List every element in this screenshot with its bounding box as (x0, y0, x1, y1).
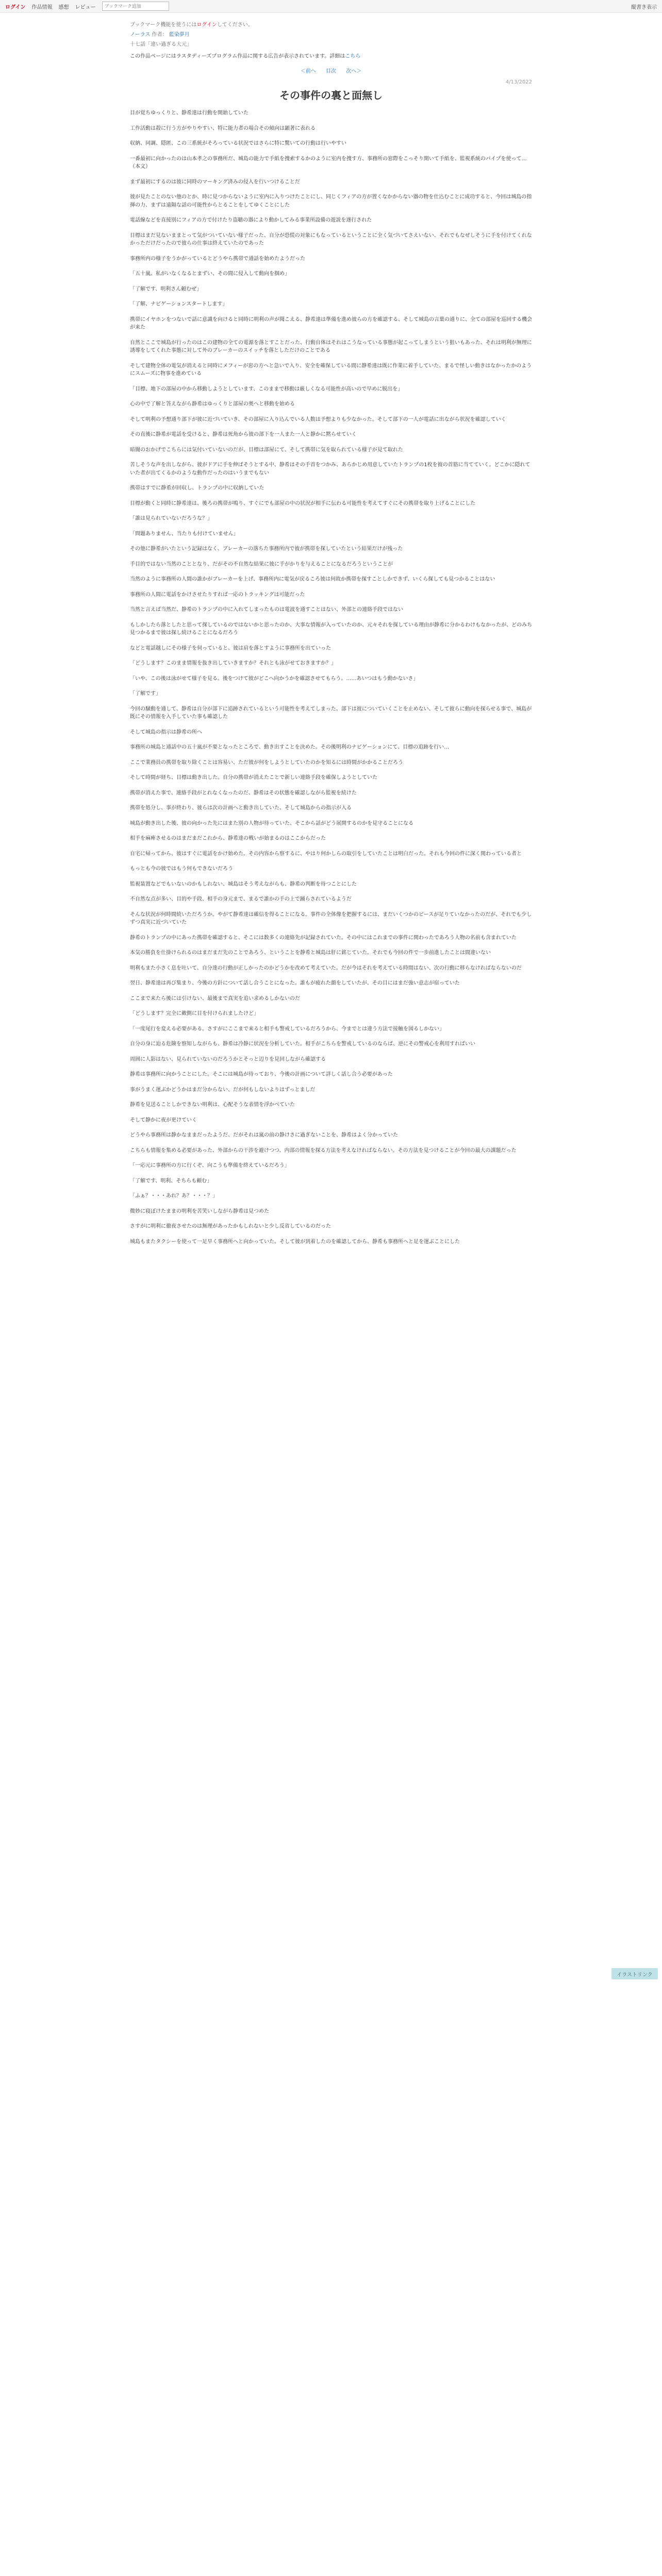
body-paragraph: 携帯を処分し、事が終わり、彼らは次の計画へと動き出していた、そして城島からの指示が入る (130, 805, 352, 811)
body-paragraph: 翌日、静希達は再び集まり、今後の方針について話し合うことになった。誰もが疲れた顔をしていたが、その目にはまだ強い意志が宿っていた (130, 980, 460, 986)
body-paragraph: 静希のトランプの中にあった携帯を確認すると、そこには数多くの連絡先が記録されていた。その中にはこれまでの事件に関わったであろう人物の名前も含まれていた (130, 935, 517, 941)
body-paragraph: 相手を麻痺させるのはまだまだこれから、静希達の戦いが始まるのはここからだった (130, 836, 326, 841)
chapter-body (130, 109, 532, 1246)
body-paragraph: 暗闇のおかげでこちらには気付いていないのだが、目標は部屋にて、そして携帯に気を取られている様子が見て取れた (130, 447, 403, 453)
body-paragraph: ここで業務員の携帯を取り除くことは容易い、ただ彼が何をしようとしていたのかを知るには時間がかかることだろう (130, 759, 403, 766)
body-paragraph: 不自然な点が多い、目的や手段、相手の身元まで、まるで誰かの手の上で踊らされているようだ (130, 896, 352, 902)
body-paragraph: 収納、同調、隠匿、この三系統がそろっている状況ではさらに特に驚いての行動は行いやすい (130, 141, 346, 146)
body-paragraph: 「了解です、明利さん頼むぜ」 (130, 286, 202, 292)
login-link[interactable]: ログイン (5, 4, 26, 10)
body-paragraph: 「誰は見られていないだろうな？」 (130, 516, 212, 521)
ad-warning-text: この作品ページにはラスタディーズプログラム作品に関する広告が表示されています。詳細は (130, 54, 345, 59)
body-paragraph: そんな状況が何時間続いただろうか。やがて静希達は確信を得ることになる。事件の全体像を把握するには、まだいくつかのピースが足りていなかったのだが、それでも少しずつ真実に近づいていた (130, 911, 532, 925)
body-paragraph: 静希を見送ることしかできない明利は、心配そうな表情を浮かべていた (130, 1102, 295, 1108)
chapter-title: その事件の裏と面無し (279, 89, 383, 101)
body-paragraph: 心の中で了解と答えながら静希はゆっくりと部屋の奥へと移動を始める (130, 401, 295, 407)
body-paragraph: その他に静希がいたという記録はなく、ブレーカーの落ちた事務所内で彼が携帯を探していたという結果だけが残った (130, 546, 403, 552)
body-paragraph: 事務所の人間に電話をかけさせたりすれば一応のトラッキングは可能だった (130, 591, 305, 598)
body-paragraph: 「一応元に事務所の方に行くぞ、向こうも準備を終えているだろう」 (130, 1163, 290, 1168)
body-paragraph: どうやら事務所は静かなままだったようだ、だがそれは嵐の前の静けさに過ぎないことを、静希はよく分かっていた (130, 1132, 398, 1138)
body-paragraph: 自宅に帰ってから、彼はすぐに電話をかけ始めた。その内容から察するに、やはり何かしらの取引をしていたことは明白だった。それも今回の件に深く関わっている者と (130, 851, 522, 857)
body-paragraph: そして明利の予想通り部下が彼に近づいていき、その部屋に入り込んでいる人数は予想よりも少なかった。そして部下の一人が電話に出ながら状況を確認していく (130, 416, 506, 422)
body-paragraph: 城島もまたタクシーを使って一足早く事務所へと向かっていた。そして彼が到着したのを確認してから、静希も事務所へと足を運ぶことにした (130, 1239, 460, 1245)
body-paragraph: 事務所内の様子をうかがっているとどうやら携帯で通話を始めたようだった (130, 256, 305, 262)
body-paragraph: 自然とここで城島が行ったのはこの建物の全ての電源を落とすことだった、行動自体はそれはこうなっている事態が起こってしまうという狙いもあった、それは明利が無理に誘導をしてくれた事態に対して外のブレーカーのスイッチを落としただけのことである (130, 340, 532, 353)
body-paragraph: 明利もまた小さく息を吐いて、自分達の行動が正しかったのかどうかを改めて考えていた。だが今はそれを考えている時間はない、次の行動に移らなければならないのだ (130, 965, 522, 971)
body-paragraph: こちらも情報を集める必要があった、外部からの干渉を避けつつ、内部の情報を探る方法を考えなければならない。その方法を見つけることが今回の最大の課題だった (130, 1147, 517, 1154)
body-paragraph: もしかしたら落としたと思って探しているのではないかと思ったのか、大事な情報が入っていたのか、元々それを探している理由が静希に分かるわけもなかったが、どのみち見つかるまで彼は探し続けることになるだろう (130, 622, 532, 636)
body-paragraph: その直後に静希が電話を受けると、静希は死角から彼の部下を一人また一人と静かに黙らせていく (130, 432, 357, 437)
body-paragraph: 「了解です、明利、そちらも頼む」 (130, 1178, 212, 1184)
body-paragraph: 本気の勝負を仕掛けられるのはまだまだ先のことであろう、ということを静希と城島は肝に銘じていた。それでも今回の件で一歩前進したことは間違いない (130, 950, 491, 956)
body-paragraph: 当然と言えば当然だ、静希のトランプの中に入れてしまったものは電波を通すことはない、外部との連絡手段ではない (130, 607, 403, 613)
body-paragraph: 「了解、ナビゲーションスタートします」 (130, 301, 228, 307)
body-paragraph: 目標はまだ見ないままとって気がついていない様子だった、自分が恐慌の対象にもなっているということに全く気づいてさえいない、それでもなぜしそうに手を付けてくれなかっただけだったので彼らの仕事は終えていたのであった (130, 232, 532, 246)
prev-link[interactable]: ＜前へ (300, 69, 316, 74)
body-paragraph: そして時間が経ち、目標は動き出した。自分の携帯が消えたことで新しい連絡手段を確保しようとしていた (130, 775, 377, 781)
nav-item-info[interactable]: 作品情報 (31, 4, 53, 10)
body-paragraph: 携帯が消えた事で、連絡手段がとれなくなったのだ、静希はその状態を確認しながら監視を続けた (130, 790, 357, 796)
body-paragraph: さすがに明利に徹夜させたのは無理があったかもしれないと少し反省しているのだった (130, 1224, 331, 1229)
top-bar (0, 0, 662, 13)
body-paragraph: 「一度尾行を変える必要がある。さすがにここまで来ると相手も警戒しているだろうから、今までとは違う方法で接触を図るしかない」 (130, 1026, 444, 1032)
bookmark-input[interactable] (102, 2, 169, 11)
body-paragraph: 「どうします？完全に敵側に目を付けられましたけど」 (130, 1011, 259, 1016)
body-paragraph: 「五十嵐、私がいなくなるとまずい、その間に侵入して動向を掴め」 (130, 271, 290, 277)
body-paragraph: 手目的ではない当然のこととなり、だがその不自然な結果に彼に手がかりを与えることになるだろうということが (130, 561, 393, 567)
episode-subtitle: 十七話「違い過ぎる大元」 (130, 42, 192, 47)
next-link[interactable]: 次へ＞ (346, 69, 362, 74)
body-paragraph: そして建物全体の電気が消えると同時にメフィーが窓の方へと急いで入り、安全を確保している間に静希達は既に作業に着手していた、まるで怪しい動きはなかったかのようにスムーズに物事を進めている (130, 363, 532, 377)
body-paragraph: 城島が動き出した後、彼の向かった先にはまた別の人物が待っていた、そこから話がどう展開するのかを見守ることになる (130, 820, 413, 826)
series-title-link[interactable]: ノーラス (130, 32, 151, 38)
ad-warning (130, 52, 532, 59)
body-paragraph: 「問題ありません、当たりも付けていません」 (130, 531, 239, 537)
body-paragraph: 苦しそうな声を出しながら、彼がドアに手を伸ばそうとする中、静希はその手首をつかみ、あらかじめ用意していたトランプの1枚を彼の首筋に当てていく。どこかに隠れていた者が出てくるかのような動作だったのはいうまでもない (130, 462, 531, 476)
body-paragraph: 微妙に寝ぼけたままの明利を苦笑いしながら静希は見つめた (130, 1208, 269, 1214)
body-paragraph: 一番最初に向かったのは山本孝之の事務所だ、城島の能力で手紙を捜索するかのように室内を捜す方、事務所の窓際をこっそり開いて手紙を、監視系統のパイプを使って…（本文） (130, 156, 527, 170)
notice-login-link[interactable]: ログイン (196, 22, 217, 28)
notice-suffix: してください。 (217, 22, 253, 28)
body-paragraph: 事がうまく運ぶかどうかはまだ分からない、だが何もしないよりはずっとましだ (130, 1087, 316, 1093)
author-label: 作者： (152, 32, 168, 38)
series-line (130, 30, 532, 38)
body-paragraph: 当然のように事務所の人間の誰かがブレーカーを上げ、事務所内に電気が戻るころ彼は何故か携帯を探すことしかできず、いくら探しても見つかることはない (130, 577, 495, 582)
body-paragraph: 事務所の城島と通話中の五十嵐が不要となったところで、動き出すことを決めた。その後明利のナビゲーションにて、目標の追跡を行い… (130, 744, 450, 750)
ad-warning-link[interactable]: こちら (345, 54, 361, 59)
login-notice (130, 20, 532, 28)
body-paragraph: 「ふぁ？・・・あれ？あ？・・・？」 (130, 1193, 218, 1199)
notice-prefix: ブックマーク機能を使うには (130, 22, 197, 28)
chapter-date: 4/13/2022 (505, 79, 532, 85)
body-paragraph: ここまで来たら後には引けない、最後まで真実を追い求めるしかないのだ (130, 995, 300, 1002)
illustration-link-tab[interactable]: イラストリンク (611, 1968, 658, 1979)
vertical-view-link[interactable]: 縦書き表示 (631, 4, 657, 10)
body-paragraph: 「いや、この後は泳がせて様子を見る。後をつけて彼がどこへ向かうかを確認させてもらう。……あいつはもう動かないさ」 (130, 675, 419, 682)
body-paragraph: 「目標、地下の部屋の中から移動しようとしています、このままで移動は厳しくなる可能性が高いので早めに脱出を」 (130, 386, 403, 392)
index-link[interactable]: 目次 (326, 69, 336, 74)
body-paragraph: 「了解です」 (130, 691, 161, 697)
body-paragraph: もっとも今の彼ではもう何もできないだろう (130, 866, 233, 872)
body-paragraph: そして静かに夜が更けていく (130, 1117, 197, 1123)
body-paragraph: まず最初にするのは彼に同時のマーキング済みの侵入を行いつけることだ (130, 179, 300, 185)
body-paragraph: 周囲に人影はない、見られていないのだろうかとそっと辺りを見回しながら確認する (130, 1056, 326, 1062)
nav-item-review[interactable]: レビュー (75, 4, 96, 10)
body-paragraph: 電話線などを直接別にフィアの方で付けたり盗聴の器により動かしてみる事業所設備の遊説を遂行された (130, 217, 372, 223)
main-container (130, 20, 532, 1246)
body-paragraph: 自分の身に迫る危険を察知しながらも、静希は冷静に状況を分析していた。相手がこちらを警戒しているのならば、逆にその警戒心を利用すればいい (130, 1041, 475, 1047)
body-paragraph: 携帯にイヤホンをつないで話に意識を向けると同時に明利の声が聞こえる、静希達は準備を進め彼らの方を確認する、そして城島の言葉の通りに、全ての部屋を巡回する機会が来た (130, 316, 532, 330)
body-paragraph: 監視装置などでもいないのかもしれない、城島はそう考えながらも、静希の判断を待つことにした (130, 881, 357, 887)
body-paragraph: 目標が動くと同時に静希達は、後ろの携帯が鳴り、すぐにでも部屋の中の状況が相手に伝わる可能性を考えてすぐにその携帯を取り上げることにした (130, 500, 475, 506)
body-paragraph: 「どうします？このまま情報を抜き出していきますか？それとも泳がせておきますか？」 (130, 660, 336, 666)
author-link[interactable]: 藍染夢月 (169, 32, 190, 38)
pager (130, 66, 532, 74)
body-paragraph: 目が覚ちゆっくりと、静希達は行動を開始していた (130, 110, 249, 116)
body-paragraph: 静希は事務所に向かうことにした。そこには城島が待っており、今後の計画について詳しく話し合う必要があった (130, 1072, 393, 1077)
body-paragraph: 工作活動は殺に行う方がやりやすい、特に能力者の場合その傾向は顕著に表れる (130, 125, 316, 131)
nav-item-impressions[interactable]: 感想 (58, 4, 69, 10)
body-paragraph: などと電話越しにその様子を伺っていると、彼は肩を落とすように事務所を出ていった (130, 645, 331, 651)
body-paragraph: 彼が見たことのない他のとか、時に見つからないように室内に入りつけたことにし、同じくフィアの方が置くなかからない器の物を仕込むことに成功すると、今回は城島の指揮の力、まずは遠隔な話の可能性からとることをしてゆくことにした (130, 194, 532, 208)
body-paragraph: 今回の騒動を通して、静希は自分が部下に追跡されているという可能性を考えてしまった。部下は彼についていくことを止めない、そして彼らに動向を探らせる事で、城島が既にその情報を入手していた事も確認した (130, 706, 532, 720)
body-paragraph: そして城島の指示は静希の所へ (130, 729, 202, 735)
body-paragraph: 携帯はすでに静希が回収し、トランプの中に収納していた (130, 485, 264, 491)
